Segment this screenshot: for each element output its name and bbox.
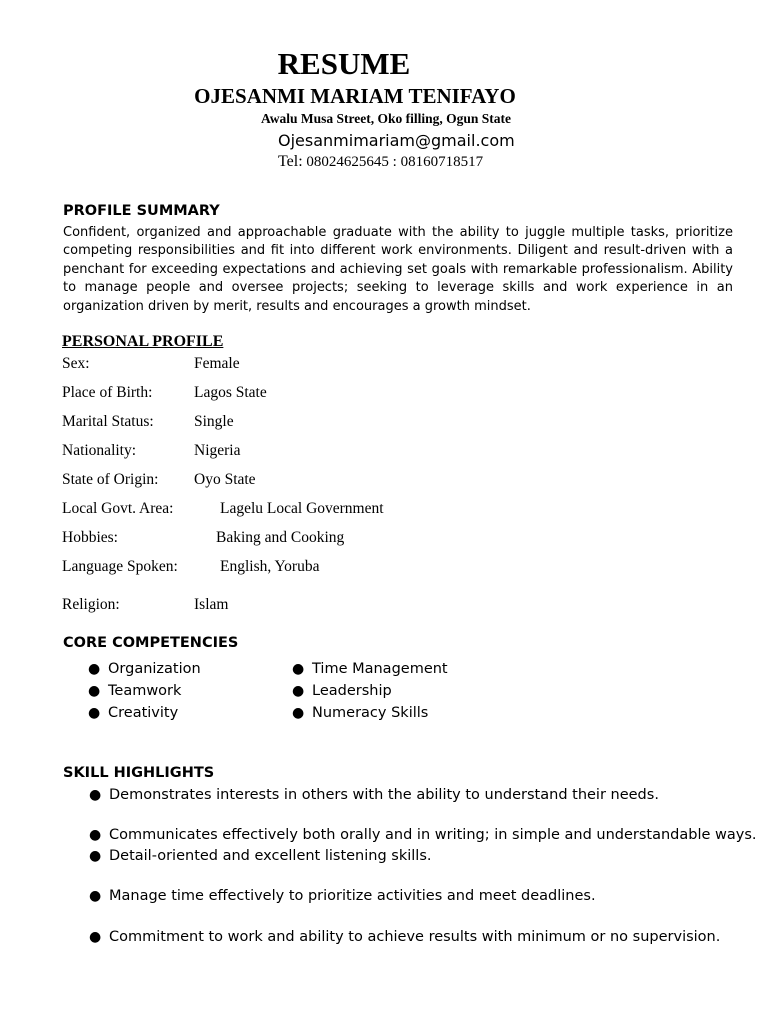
bullet-icon: ● (292, 705, 305, 721)
competency-item: ● Numeracy Skills (292, 705, 429, 721)
profile-label: Place of Birth: (62, 384, 153, 401)
bullet-icon: ● (88, 661, 101, 677)
competency-item: ● Time Management (292, 661, 448, 677)
profile-row-state-of-origin (62, 471, 562, 493)
profile-row-religion (62, 596, 562, 618)
skill-item: ● Commitment to work and ability to achieve results with minimum or no supervision. (89, 929, 721, 945)
bullet-icon: ● (89, 787, 102, 803)
profile-row-sex (62, 355, 562, 377)
email-address: Ojesanmimariam@gmail.com (278, 131, 515, 150)
profile-value: Female (194, 355, 240, 372)
profile-value: Lagos State (194, 384, 267, 401)
core-competencies-heading: CORE COMPETENCIES (63, 635, 239, 651)
bullet-icon: ● (88, 705, 101, 721)
profile-value: English, Yoruba (220, 558, 320, 575)
bullet-icon: ● (88, 683, 101, 699)
skill-item: ● Manage time effectively to prioritize activities and meet deadlines. (89, 888, 596, 904)
skill-highlights-heading: SKILL HIGHLIGHTS (63, 765, 215, 781)
profile-label: Sex: (62, 355, 90, 372)
bullet-icon: ● (89, 827, 102, 843)
profile-row-hobbies (62, 529, 562, 551)
profile-label: Language Spoken: (62, 558, 178, 575)
profile-summary-heading: PROFILE SUMMARY (63, 203, 220, 219)
bullet-icon: ● (292, 661, 305, 677)
profile-label: Local Govt. Area: (62, 500, 174, 517)
tel-numbers: 08024625645 : 08160718517 (306, 154, 484, 170)
telephone (278, 153, 483, 171)
profile-summary-text: Confident, organized and approachable graduate with the ability to juggle multiple tasks, prioritize competing responsibilities and fit into different work environments. Diligent and result-driven with a penchant for exceeding expectations and achieving set goals with remarkable professionalism. Ability to manage people and oversee projects; seeking to leverage skills and work experience in an organization driven by merit, results and encourages a growth mindset. (63, 225, 733, 314)
profile-value: Islam (194, 596, 229, 613)
bullet-icon: ● (89, 929, 102, 945)
profile-label: Hobbies: (62, 529, 118, 546)
profile-row-language (62, 558, 562, 580)
skill-item: ● Demonstrates interests in others with the ability to understand their needs. (89, 787, 659, 803)
profile-label: Nationality: (62, 442, 137, 459)
competency-item: ● Creativity (88, 705, 179, 721)
profile-row-nationality (62, 442, 562, 464)
personal-profile-heading: PERSONAL PROFILE (62, 333, 224, 350)
profile-value: Single (194, 413, 234, 430)
profile-label: Religion: (62, 596, 120, 613)
tel-label: Tel: (278, 153, 303, 170)
skill-item: ● Detail-oriented and excellent listening skills. (89, 848, 432, 864)
profile-row-place-of-birth (62, 384, 562, 406)
address: Awalu Musa Street, Oko filling, Ogun State (260, 111, 511, 126)
profile-row-marital-status (62, 413, 562, 435)
page-title: RESUME (277, 46, 411, 81)
bullet-icon: ● (292, 683, 305, 699)
bullet-icon: ● (89, 848, 102, 864)
skill-item: ● Communicates effectively both orally and in writing; in simple and understandable ways. (89, 827, 757, 843)
competency-item: ● Organization (88, 661, 201, 677)
competency-item: ● Teamwork (88, 683, 182, 699)
profile-value: Lagelu Local Government (220, 500, 384, 517)
competency-item: ● Leadership (292, 683, 392, 699)
candidate-name: OJESANMI MARIAM TENIFAYO (194, 84, 516, 108)
profile-value: Nigeria (194, 442, 241, 459)
profile-row-lga (62, 500, 562, 522)
profile-value: Baking and Cooking (216, 529, 345, 546)
profile-label: State of Origin: (62, 471, 159, 488)
profile-label: Marital Status: (62, 413, 154, 430)
bullet-icon: ● (89, 888, 102, 904)
profile-value: Oyo State (194, 471, 256, 488)
